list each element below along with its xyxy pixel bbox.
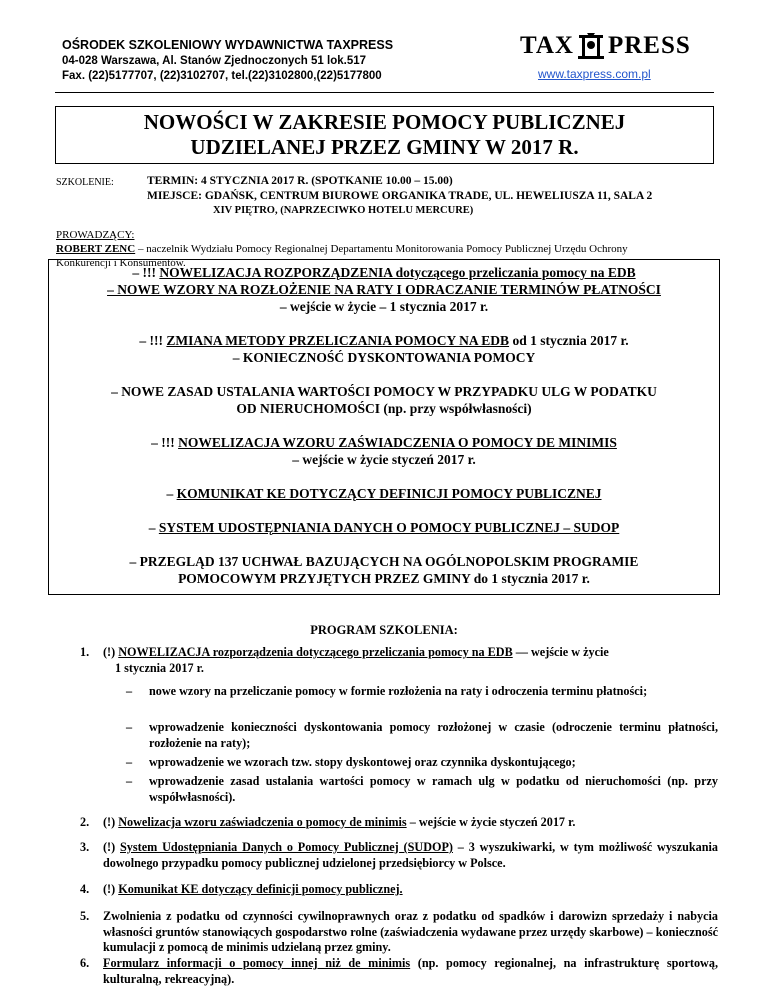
highlight-6-heading: SYSTEM UDOSTĘPNIANIA DANYCH O POMOCY PUBLICZNEJ – SUDOP xyxy=(158,520,620,535)
highlight-4-heading: NOWELIZACJA WZORU ZAŚWIADCZENIA O POMOCY DE MINIMIS xyxy=(178,435,617,450)
speaker-line-2: Konkurencji i Konsumentów. xyxy=(56,257,186,269)
highlight-5 xyxy=(49,485,719,502)
highlight-1-heading: NOWELIZACJA ROZPORZĄDZENIA dotyczącego przeliczania pomocy na EDB xyxy=(159,265,636,280)
speaker-line-1 xyxy=(56,243,716,255)
program-item-3-suffix: – 3 wyszukiwarki, w tym możliwość wyszukania dowolnego przypadku pomocy publicznej udzielonej przedsiębiorcy w Polsce. xyxy=(103,840,718,870)
program-item-5-number: 5. xyxy=(80,909,90,923)
program-item-1-heading: NOWELIZACJA rozporządzenia dotyczącego przeliczania pomocy na EDB xyxy=(118,645,513,659)
highlight-2 xyxy=(49,332,719,366)
highlight-7-line-1: – PRZEGLĄD 137 UCHWAŁ BAZUJĄCYCH NA OGÓLNOPOLSKIM PROGRAMIE xyxy=(129,554,639,569)
highlight-2-prefix: – !!! xyxy=(139,333,167,348)
program-item-6-suffix: (np. pomocy regionalnej, na infrastrukturę sportową, kulturalną, rekreacyjną). xyxy=(103,956,718,986)
highlight-1-prefix: – !!! xyxy=(132,265,160,280)
program-item-5: Zwolnienia z podatku od czynności cywilnoprawnych oraz z podatku od spadków i darowizn sprzedaży i nabycia własności gruntów stanowiących gospodarstwo rolne (zaświadczenia wydawane przez urzędy skarbowe) – konieczność kumulacji z pomocą de minimis udzielaną przez gminy. xyxy=(103,909,718,954)
highlight-5-prefix: – xyxy=(166,486,177,501)
highlight-2-line-2: – KONIECZNOŚĆ DYSKONTOWANIA POMOCY xyxy=(232,350,536,365)
highlights-box xyxy=(48,259,720,595)
training-label: SZKOLENIE: xyxy=(56,177,114,188)
organization-contact: Fax. (22)5177707, (22)3102707, tel.(22)3102800,(22)5177800 xyxy=(62,70,382,82)
highlight-7-line-2: POMOCOWYM PRZYJĘTYCH PRZEZ GMINY do 1 stycznia 2017 r. xyxy=(178,571,590,586)
highlight-3-line-1: – NOWE ZASAD USTALANIA WARTOŚCI POMOCY W PRZYPADKU ULG W PODATKU xyxy=(111,384,657,399)
training-location: MIEJSCE: GDAŃSK, CENTRUM BIUROWE ORGANIKA TRADE, UL. HEWELIUSZA 11, SALA 2 xyxy=(147,190,653,202)
organization-name: OŚRODEK SZKOLENIOWY WYDAWNICTWA TAXPRESS xyxy=(62,38,394,52)
program-subitem-3: wprowadzenie we wzorach tzw. stopy dyskontowej oraz czynnika dyskontującego; xyxy=(149,755,576,769)
program-subitem-2: wprowadzenie konieczności dyskontowania pomocy rozłożonej w czasie (odroczenie terminu płatności, rozłożenie na raty); xyxy=(149,720,718,750)
highlight-4-prefix: – !!! xyxy=(151,435,179,450)
program-item-4-heading: Komunikat KE dotyczący definicji pomocy publicznej. xyxy=(118,882,403,896)
program-item-6-number: 6. xyxy=(80,956,90,970)
highlight-3-line-2: OD NIERUCHOMOŚCI (np. przy współwłasności) xyxy=(236,401,532,416)
highlight-4 xyxy=(49,434,719,468)
training-date: TERMIN: 4 STYCZNIA 2017 R. (SPOTKANIE 10.00 – 15.00) xyxy=(147,175,453,187)
program-item-2-prefix: (!) xyxy=(103,815,119,829)
subitem-4-dash: – xyxy=(126,774,133,788)
highlight-1-line-3: – wejście w życie – 1 stycznia 2017 r. xyxy=(279,299,489,314)
speaker-name: ROBERT ZENC xyxy=(56,243,136,255)
website-link[interactable]: www.taxpress.com.pl xyxy=(538,67,651,81)
speaker-description: – naczelnik Wydziału Pomocy Regionalnej Departamentu Monitorowania Pomocy Publicznej Urzędu Ochrony xyxy=(135,243,628,255)
highlight-6-prefix: – xyxy=(148,520,159,535)
program-item-3 xyxy=(103,840,718,871)
highlight-3 xyxy=(49,383,719,417)
program-item-1-prefix: (!) xyxy=(103,645,119,659)
highlight-5-line-1 xyxy=(49,485,719,502)
subitem-2-dash: – xyxy=(126,720,133,734)
taxpress-logo xyxy=(520,30,700,62)
program-item-2 xyxy=(103,815,718,831)
program-subitem-1: nowe wzory na przeliczanie pomocy w formie rozłożenia na raty i odroczenia terminu płatności; xyxy=(149,684,648,698)
program-item-6-heading: Formularz informacji o pomocy innej niż de minimis xyxy=(103,956,411,970)
program-item-1-number: 1. xyxy=(80,645,90,659)
highlight-2-suffix: od 1 stycznia 2017 r. xyxy=(509,333,629,348)
program-item-3-number: 3. xyxy=(80,840,90,854)
highlight-6 xyxy=(49,519,719,536)
training-floor: XIV PIĘTRO, (NAPRZECIWKO HOTELU MERCURE) xyxy=(213,205,474,216)
highlight-6-line-1 xyxy=(49,519,719,536)
program-item-2-heading: Nowelizacja wzoru zaświadczenia o pomocy de minimis xyxy=(118,815,407,829)
highlight-5-heading: KOMUNIKAT KE DOTYCZĄCY DEFINICJI POMOCY PUBLICZNEJ xyxy=(176,486,602,501)
highlight-2-line-1 xyxy=(49,332,719,349)
highlight-1 xyxy=(49,260,719,315)
program-item-1 xyxy=(103,645,718,676)
title-line-2: UDZIELANEJ PRZEZ GMINY W 2017 R. xyxy=(190,135,579,159)
highlight-4-line-1 xyxy=(49,434,719,451)
program-title: PROGRAM SZKOLENIA: xyxy=(310,623,458,637)
title-line-1: NOWOŚCI W ZAKRESIE POMOCY PUBLICZNEJ xyxy=(143,110,626,134)
highlight-4-line-2: – wejście w życie styczeń 2017 r. xyxy=(292,452,476,467)
program-item-3-prefix: (!) xyxy=(103,840,121,854)
program-item-1-suffix: — wejście w życie xyxy=(512,645,609,659)
header-divider xyxy=(55,92,714,93)
program-subitem-4: wprowadzenie zasad ustalania wartości pomocy w ramach ulg w podatku od nieruchomości (np. przy współwłasności). xyxy=(149,774,718,804)
highlight-1-line-2: – NOWE WZORY NA ROZŁOŻENIE NA RATY I ODRACZANIE TERMINÓW PŁATNOŚCI xyxy=(107,282,661,297)
highlight-1-line-1 xyxy=(49,264,719,281)
subitem-1-dash: – xyxy=(126,684,133,698)
program-item-1-continuation: 1 stycznia 2017 r. xyxy=(115,660,204,675)
page-title xyxy=(55,106,714,164)
program-item-6 xyxy=(103,956,718,987)
logo-text-right: PRESS xyxy=(607,32,691,59)
printing-press-icon xyxy=(577,31,605,61)
program-item-2-suffix: – wejście w życie styczeń 2017 r. xyxy=(406,815,576,829)
program-item-3-heading: System Udostępniania Danych o Pomocy Publicznej (SUDOP) xyxy=(120,840,453,854)
subitem-3-dash: – xyxy=(126,755,133,769)
program-item-2-number: 2. xyxy=(80,815,90,829)
highlight-2-heading: ZMIANA METODY PRZELICZANIA POMOCY NA EDB xyxy=(166,333,510,348)
program-item-4 xyxy=(103,882,718,898)
organization-address: 04-028 Warszawa, Al. Stanów Zjednoczonych 51 lok.517 xyxy=(62,55,367,67)
program-item-4-prefix: (!) xyxy=(103,882,119,896)
highlight-7 xyxy=(49,553,719,587)
speaker-label: PROWADZĄCY: xyxy=(56,229,135,241)
program-item-4-number: 4. xyxy=(80,882,90,896)
logo-text-left: TAX xyxy=(520,32,574,59)
